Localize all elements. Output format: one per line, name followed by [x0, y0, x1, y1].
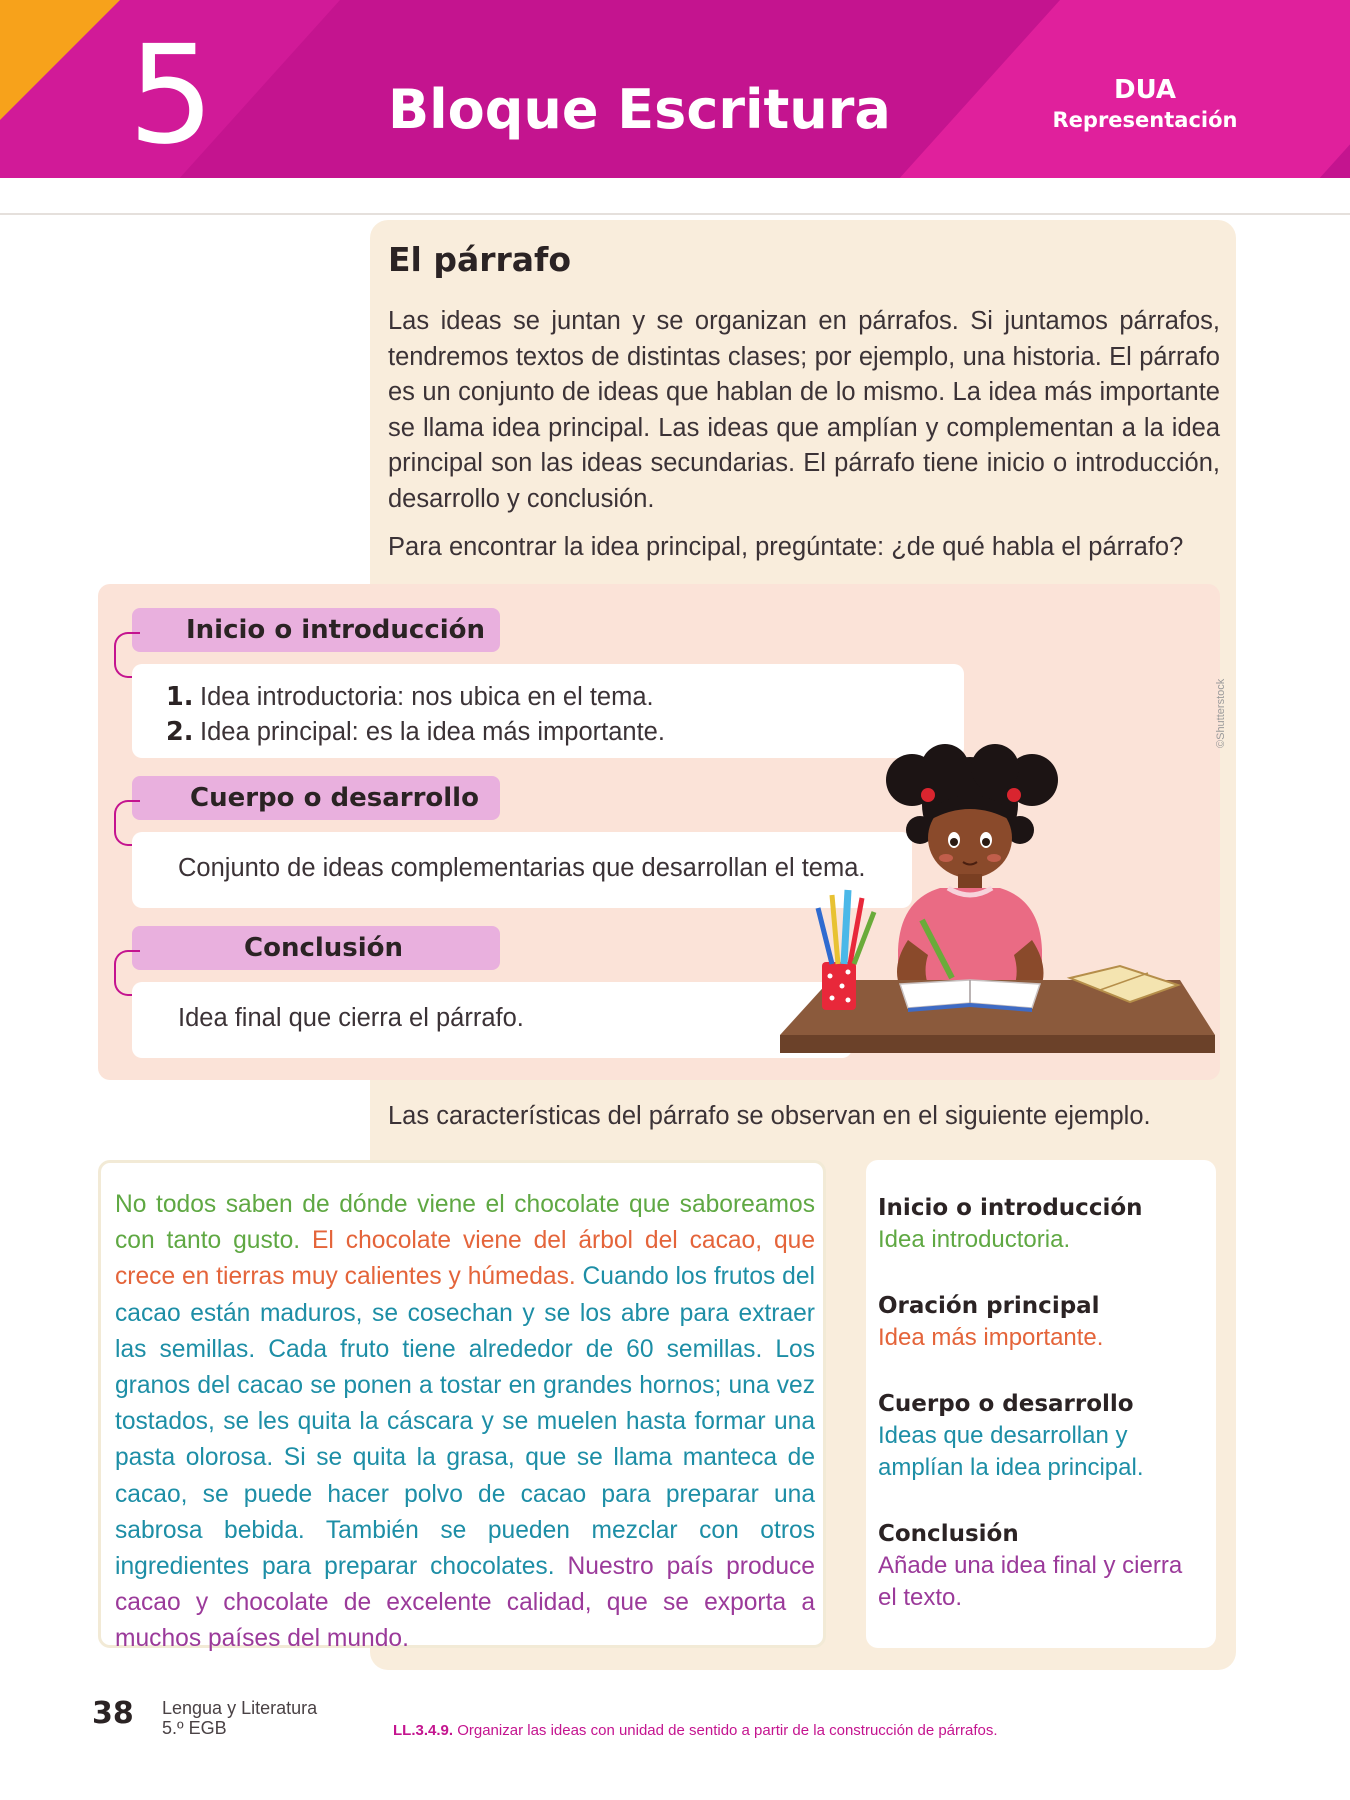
- intro-tag-label: Inicio o introducción: [186, 615, 486, 645]
- example-conclusion: Nuestro país produce cacao y chocolate de excelente calidad, que se exporta a muchos países del mundo.: [115, 1553, 815, 1653]
- example-caption: Las características del párrafo se observan en el siguiente ejemplo.: [388, 1102, 1151, 1130]
- conclusion-card: [132, 982, 852, 1058]
- unit-number: 5: [128, 17, 215, 175]
- image-credit: ©Shutterstock: [1215, 678, 1227, 748]
- section-title: El párrafo: [388, 240, 572, 279]
- example-paragraph: [115, 1187, 815, 1658]
- footer-subject-block: [162, 1698, 317, 1738]
- header-corner-accent: [0, 0, 120, 120]
- hair-tie: [921, 788, 935, 802]
- list-text: Idea introductoria: nos ubica en el tema.: [200, 683, 654, 711]
- legend-item: [878, 1518, 1198, 1614]
- girl-writing-illustration: [770, 740, 1260, 1070]
- list-number: 1.: [166, 682, 194, 712]
- skill-reference: [393, 1722, 998, 1739]
- legend-item: [878, 1192, 1208, 1256]
- dua-badge: [1040, 74, 1250, 134]
- hair-tie: [1007, 788, 1021, 802]
- legend-text: Añade una idea final y cierra el texto.: [878, 1552, 1183, 1611]
- footer-subject: Lengua y Literatura: [162, 1698, 318, 1718]
- section-question: Para encontrar la idea principal, pregúntate: ¿de qué habla el párrafo?: [388, 533, 1184, 561]
- page-title: Bloque Escritura: [388, 78, 891, 141]
- pencil-cup: [822, 962, 856, 1010]
- unit-header: [0, 0, 1350, 178]
- body-tag-label: Cuerpo o desarrollo: [190, 783, 479, 813]
- desk-edge: [780, 1035, 1215, 1053]
- intro-tag: [132, 608, 500, 652]
- legend-item: [878, 1388, 1178, 1484]
- legend-text: Ideas que desarrollan y amplían la idea principal.: [878, 1422, 1144, 1481]
- page-number: 38: [92, 1696, 134, 1731]
- legend-heading: Oración principal: [878, 1293, 1100, 1319]
- body-tag: [132, 776, 500, 820]
- conclusion-text: Idea final que cierra el párrafo.: [178, 1004, 524, 1032]
- legend-heading: Inicio o introducción: [878, 1195, 1143, 1221]
- conclusion-tag: [132, 926, 500, 970]
- skill-text: Organizar las ideas con unidad de sentido a partir de la construcción de párrafos.: [457, 1722, 998, 1739]
- footer-grade: 5.º EGB: [162, 1718, 227, 1738]
- list-item: [166, 680, 964, 715]
- example-body: Cuando los frutos del cacao están maduros, se cosechan y se los abre para extraer las semillas. Cada fruto tiene alrededor de 60 semillas. Los granos del cacao se ponen a tostar en grandes hornos; una vez tostados, se les quita la cáscara y se muelen hasta formar una pasta olorosa. Si se quita la grasa, que se llama manteca de cacao, se puede hacer polvo de cacao para preparar una sabrosa bebida. También se pueden mezclar con otros ingredientes para preparar chocolates.: [115, 1263, 815, 1581]
- body-text: Conjunto de ideas complementarias que desarrollan el tema.: [178, 854, 866, 882]
- legend-text: Idea introductoria.: [878, 1226, 1071, 1253]
- dua-label: DUA: [1113, 75, 1177, 105]
- example-intro: No todos saben de dónde viene el chocolate que saboreamos con tanto gusto.: [115, 1191, 815, 1255]
- header-divider: [0, 213, 1350, 215]
- legend-text: Idea más importante.: [878, 1324, 1104, 1351]
- list-number: 2.: [166, 717, 194, 747]
- skill-code: LL.3.4.9.: [393, 1722, 454, 1739]
- dua-sub: Representación: [1052, 108, 1238, 132]
- legend-heading: Conclusión: [878, 1521, 1019, 1547]
- conclusion-tag-label: Conclusión: [244, 933, 404, 963]
- example-box: [98, 1160, 826, 1653]
- list-text: Idea principal: es la idea más importante.: [200, 718, 665, 746]
- legend-heading: Cuerpo o desarrollo: [878, 1391, 1134, 1417]
- legend-item: [878, 1290, 1208, 1354]
- example-main: El chocolate viene del árbol del cacao, que crece en tierras muy calientes y húmedas.: [115, 1227, 815, 1291]
- section-body: Las ideas se juntan y se organizan en párrafos. Si juntamos párrafos, tendremos textos de distintas clases; por ejemplo, una historia. El párrafo es un conjunto de ideas que hablan de lo mismo. La idea más importante se llama idea principal. Las ideas que amplían y complementan a la idea principal son las ideas secundarias. El párrafo tiene inicio o introducción, desarrollo y conclusión.: [388, 307, 1220, 513]
- legend-box: [866, 1160, 1216, 1648]
